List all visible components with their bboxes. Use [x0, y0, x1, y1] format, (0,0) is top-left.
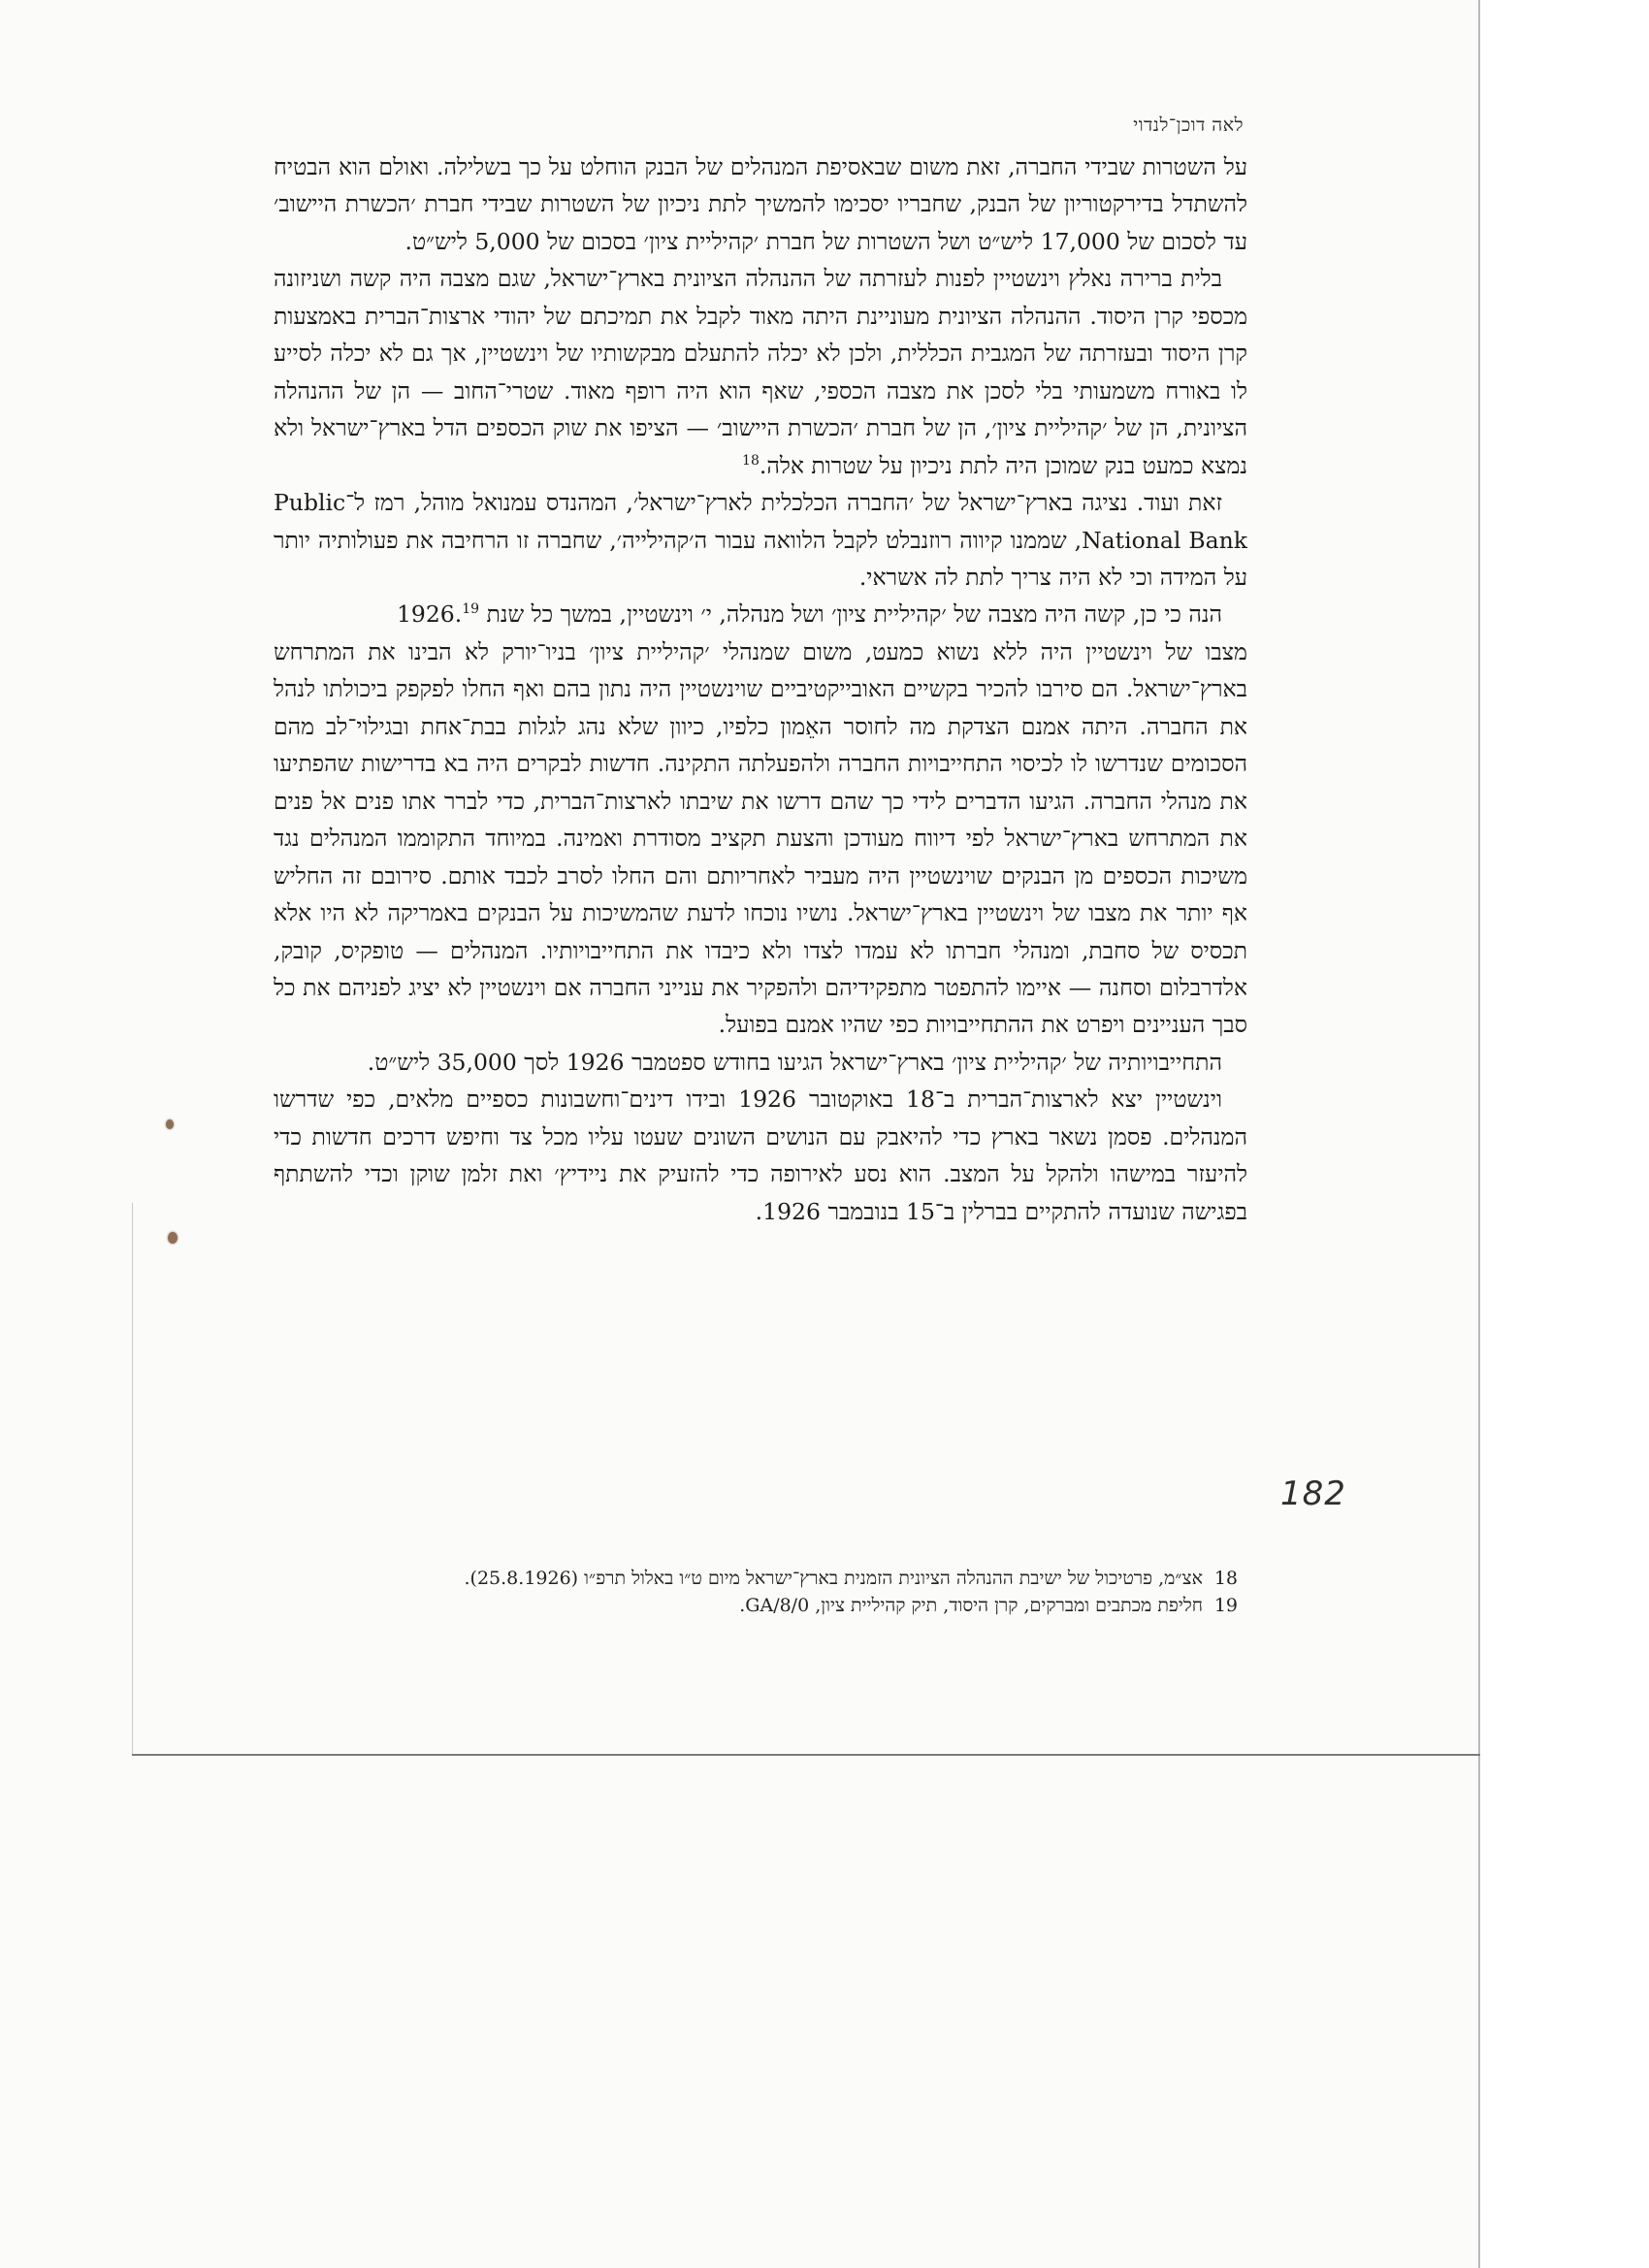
paragraph: [274, 148, 1247, 260]
paragraph: [274, 260, 1247, 484]
footnote-number: 19: [1213, 1595, 1238, 1616]
paragraph-text: על השטרות שבידי החברה, זאת משום שבאסיפת המנהלים של הבנק הוחלט על כך בשלילה. ואולם הוא הבטיח להשתדל בדירקטוריון של הבנק, שחבריו יסכימו להמשיך לתת ניכיון של השטרות שבידי חברת ׳הכשרת היישוב׳ עד לסכום של 17,000 ליש״ט ושל השטרות של חברת ׳קהיליית ציון׳ בסכום של 5,000 ליש״ט.: [274, 153, 1247, 255]
main-text: [274, 148, 1247, 1230]
running-head-author: לאה דוכן־לנדוי: [1133, 114, 1244, 136]
footnote-text: חליפת מכתבים ומברקים, קרן היסוד, תיק קהיליית ציון, GA/8/0.: [739, 1595, 1203, 1616]
paragraph-text: זאת ועוד. נציגה בארץ־ישראל של ׳החברה הכלכלית לארץ־ישראל׳, המהנדס עמנואל מוהל, רמז ל־Public National Bank, שממנו קיווה רוזנבלט לקבל הלוואה עבור ה׳קהילייה׳, שחברה זו הרחיבה את פעולותיה יותר על המידה וכי לא היה צריך לתת לה אשראי.: [274, 489, 1247, 591]
paragraph-text: מצבו של וינשטיין היה ללא נשוא כמעט, משום שמנהלי ׳קהיליית ציון׳ בניו־יורק לא הבינו את המתרחש בארץ־ישראל. הם סירבו להכיר בקשיים האובייקטיביים שוינשטיין היה נתון בהם ואף החלו לפקפק ביכולתו לנהל את החברה. היתה אמנם הצדקת מה לחוסר האֵמון כלפיו, כיוון שלא נהג לגלות בבת־אחת ובגילוי־לב מהם הסכומים שנדרשו לו לכיסוי התחייבויות החברה ולהפעלתה התקינה. חדשות לבקרים היה בא בדרישות שהפתיעו את מנהלי החברה. הגיעו הדברים לידי כך שהם דרשו את שיבתו לארצות־הברית, כדי לברר אתו פנים אל פנים את המתרחש בארץ־ישראל לפי דיווח מעודכן והצעת תקציב מסודרת ואמינה. במיוחד התקוממו המנהלים נגד משיכות הכספים מן הבנקים שוינשטיין היה מעביר לאחריותם והם החלו לסרב לכבד אותם. סירובם זה החליש אף יותר את מצבו של וינשטיין בארץ־ישראל. נושיו נוכחו לדעת שהמשיכות על הבנקים באמריקה לא היו אלא תכסיס של סחבת, ומנהלי חברתו לא עמדו לצדו ולא כיבדו את התחייבויותיו. המנהלים — טופקיס, קובק, אלדרבלום וסחנה — איימו להתפטר מתפקידיהם ולהפקיר את ענייני החברה אם וינשטיין לא יציג לפניהם את כל סבך העניינים ויפרט את ההתחייבויות כפי שהיו אמנם בפועל.: [274, 637, 1247, 1039]
footnote-number: 18: [1213, 1568, 1238, 1589]
binder-hole-mark: [168, 1232, 178, 1244]
paragraph: [274, 484, 1247, 596]
footnote-ref: 19: [462, 601, 480, 618]
footnotes: [464, 1565, 1238, 1619]
paragraph: [274, 1081, 1247, 1230]
binder-hole-mark: [166, 1119, 174, 1129]
paragraph-text: הנה כי כן, קשה היה מצבה של ׳קהיליית ציון׳ ושל מנהלה, י׳ וינשטיין, במשך כל שנת 1926.: [396, 600, 1222, 629]
paragraph-text: וינשטיין יצא לארצות־הברית ב־18 באוקטובר 1926 ובידו דינים־וחשבונות כספיים מלאים, כפי שדרשו המנהלים. פסמן נשאר בארץ כדי להיאבק עם הנושים השונים שעטו עליו מכל צד וחיפש דרכים חדשות כדי להיעזר במישהו ולהקל על המצב. הוא נסע לאירופה כדי להזעיק את ניידיץ׳ ואת זלמן שוקן וכדי להשתתף בפגישה שנועדה להתקיים בברלין ב־15 בנובמבר 1926.: [274, 1085, 1247, 1225]
footnote: [464, 1565, 1238, 1592]
paragraph: [274, 633, 1247, 1044]
page-right-edge: [1478, 0, 1480, 2268]
paragraph-text: התחייבויותיה של ׳קהיליית ציון׳ בארץ־ישראל הגיעו בחודש ספטמבר 1926 לסך 35,000 ליש״ט.: [367, 1048, 1222, 1076]
paragraph-text: בלית ברירה נאלץ וינשטיין לפנות לעזרתה של ההנהלה הציונית בארץ־ישראל, שגם מצבה היה קשה ושניזונה מכספי קרן היסוד. ההנהלה הציונית מעוניינת היתה מאוד לקבל את תמיכתם של יהודי ארצות־הברית באמצעות קרן היסוד ובעזרתה של המגבית הכללית, ולכן לא יכלה להתעלם מבקשותיו של וינשטיין, אך גם לא יכלה לסייע לו באורח משמעותי בלי לסכן את מצבה הכספי, שאף הוא היה רופף מאוד. שטרי־החוב — הן של ההנהלה הציונית, הן של ׳קהיליית ציון׳, הן של חברת ׳הכשרת היישוב׳ — הציפו את שוק הכספים הדל בארץ־ישראל ולא נמצא כמעט בנק שמוכן היה לתת ניכיון על שטרות אלה.: [274, 265, 1247, 479]
page-number: 182: [1280, 1474, 1346, 1513]
footnote-ref: 18: [742, 452, 760, 469]
paragraph: [274, 1044, 1247, 1081]
page-left-edge: [132, 1203, 133, 1754]
page-bottom-edge: [132, 1754, 1480, 1756]
footnote: [582, 1592, 1238, 1619]
footnote-text: אצ״מ, פרטיכול של ישיבת ההנהלה הציונית הזמנית בארץ־ישראל מיום ט״ו באלול תרפ״ו (25.8.1926).: [464, 1568, 1203, 1589]
paragraph: [274, 596, 1247, 632]
